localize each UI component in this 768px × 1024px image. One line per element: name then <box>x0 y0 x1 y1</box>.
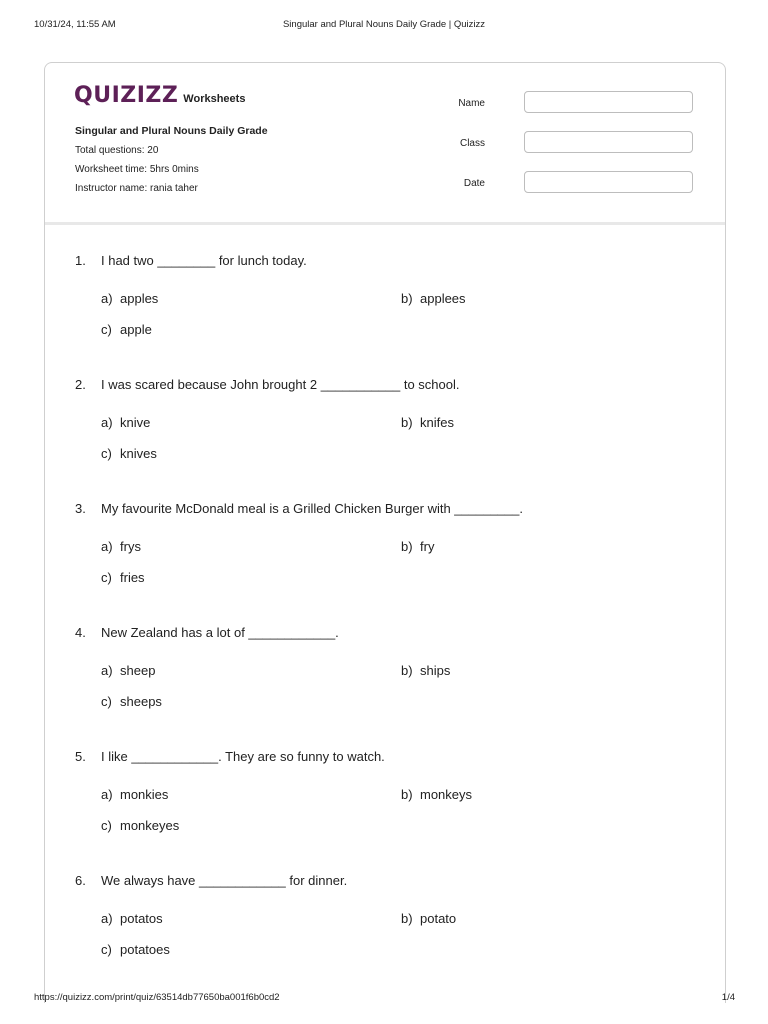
option-c <box>101 570 145 585</box>
question-number: 2. <box>75 377 86 392</box>
class-field-row <box>459 131 695 155</box>
option-a <box>101 415 150 430</box>
option-text: sheep <box>120 663 156 678</box>
option-c <box>101 322 152 337</box>
print-header <box>0 0 768 40</box>
option-letter: b) <box>401 539 413 554</box>
option-letter: a) <box>101 663 113 678</box>
option-letter: b) <box>401 415 413 430</box>
option-text: knives <box>120 446 157 461</box>
question-text: I was scared because John brought 2 ___________ to school. <box>101 377 460 392</box>
option-text: apples <box>120 291 159 306</box>
option-b <box>401 291 466 306</box>
option-text: potato <box>420 911 457 926</box>
quizizz-logo <box>74 83 245 108</box>
option-text: fry <box>420 539 435 554</box>
option-text: sheeps <box>120 694 162 709</box>
option-text: potatoes <box>120 942 170 957</box>
print-timestamp: 10/31/24, 11:55 AM <box>34 19 116 30</box>
option-text: ships <box>420 663 451 678</box>
worksheet-meta <box>75 125 268 202</box>
worksheet-title: Singular and Plural Nouns Daily Grade <box>75 125 268 137</box>
option-b <box>401 787 472 802</box>
option-letter: c) <box>101 942 112 957</box>
option-a <box>101 911 163 926</box>
question-text: I had two ________ for lunch today. <box>101 253 307 268</box>
option-text: fries <box>120 570 145 585</box>
instructor-name: Instructor name: rania taher <box>75 183 198 194</box>
option-c <box>101 694 162 709</box>
option-b <box>401 911 456 926</box>
option-letter: c) <box>101 322 112 337</box>
option-letter: a) <box>101 291 113 306</box>
option-text: potatos <box>120 911 163 926</box>
option-text: monkies <box>120 787 169 802</box>
option-letter: b) <box>401 911 413 926</box>
question-5 <box>45 721 725 845</box>
option-text: frys <box>120 539 141 554</box>
option-b <box>401 663 450 678</box>
question-3 <box>45 473 725 597</box>
option-letter: b) <box>401 787 413 802</box>
option-letter: a) <box>101 787 113 802</box>
question-number: 5. <box>75 749 86 764</box>
option-letter: a) <box>101 911 113 926</box>
name-label: Name <box>458 98 485 109</box>
question-6 <box>45 845 725 969</box>
option-a <box>101 663 155 678</box>
option-c <box>101 942 170 957</box>
class-input[interactable] <box>524 131 693 153</box>
option-letter: b) <box>401 663 413 678</box>
option-text: knifes <box>420 415 454 430</box>
option-letter: a) <box>101 415 113 430</box>
option-c <box>101 446 157 461</box>
option-letter: c) <box>101 818 112 833</box>
option-a <box>101 539 141 554</box>
question-text: I like ____________. They are so funny to watch. <box>101 749 385 764</box>
page-number: 1/4 <box>721 992 735 1003</box>
date-label: Date <box>463 178 485 189</box>
logo-suffix: Worksheets <box>183 93 246 105</box>
option-b <box>401 539 434 554</box>
option-text: monkeys <box>420 787 473 802</box>
question-number: 3. <box>75 501 86 516</box>
option-text: knive <box>120 415 151 430</box>
logo-brand: QUIZIZZ <box>74 83 179 108</box>
option-text: applees <box>420 291 466 306</box>
worksheet-card <box>44 62 726 1003</box>
worksheet-header <box>45 63 725 225</box>
question-text: New Zealand has a lot of ____________. <box>101 625 339 640</box>
option-letter: c) <box>101 694 112 709</box>
question-2 <box>45 349 725 473</box>
total-questions: Total questions: 20 <box>75 145 159 156</box>
question-text: We always have ____________ for dinner. <box>101 873 348 888</box>
question-1 <box>45 225 725 349</box>
option-c <box>101 818 179 833</box>
question-number: 1. <box>75 253 86 268</box>
question-text: My favourite McDonald meal is a Grilled Chicken Burger with _________. <box>101 501 523 516</box>
name-field-row <box>458 91 695 115</box>
option-letter: c) <box>101 446 112 461</box>
option-a <box>101 291 158 306</box>
print-url: https://quizizz.com/print/quiz/63514db77650ba001f6b0cd2 <box>34 992 280 1003</box>
worksheet-time: Worksheet time: 5hrs 0mins <box>75 164 199 175</box>
option-b <box>401 415 454 430</box>
date-field-row <box>465 171 695 195</box>
option-letter: c) <box>101 570 112 585</box>
option-text: apple <box>120 322 152 337</box>
option-letter: a) <box>101 539 113 554</box>
question-number: 6. <box>75 873 86 888</box>
option-text: monkeyes <box>120 818 180 833</box>
option-letter: b) <box>401 291 413 306</box>
question-number: 4. <box>75 625 86 640</box>
print-page-title: Singular and Plural Nouns Daily Grade | Quizizz <box>282 19 486 30</box>
class-label: Class <box>459 138 485 149</box>
print-footer <box>0 990 768 1024</box>
option-a <box>101 787 168 802</box>
name-input[interactable] <box>524 91 693 113</box>
date-input[interactable] <box>524 171 693 193</box>
question-4 <box>45 597 725 721</box>
